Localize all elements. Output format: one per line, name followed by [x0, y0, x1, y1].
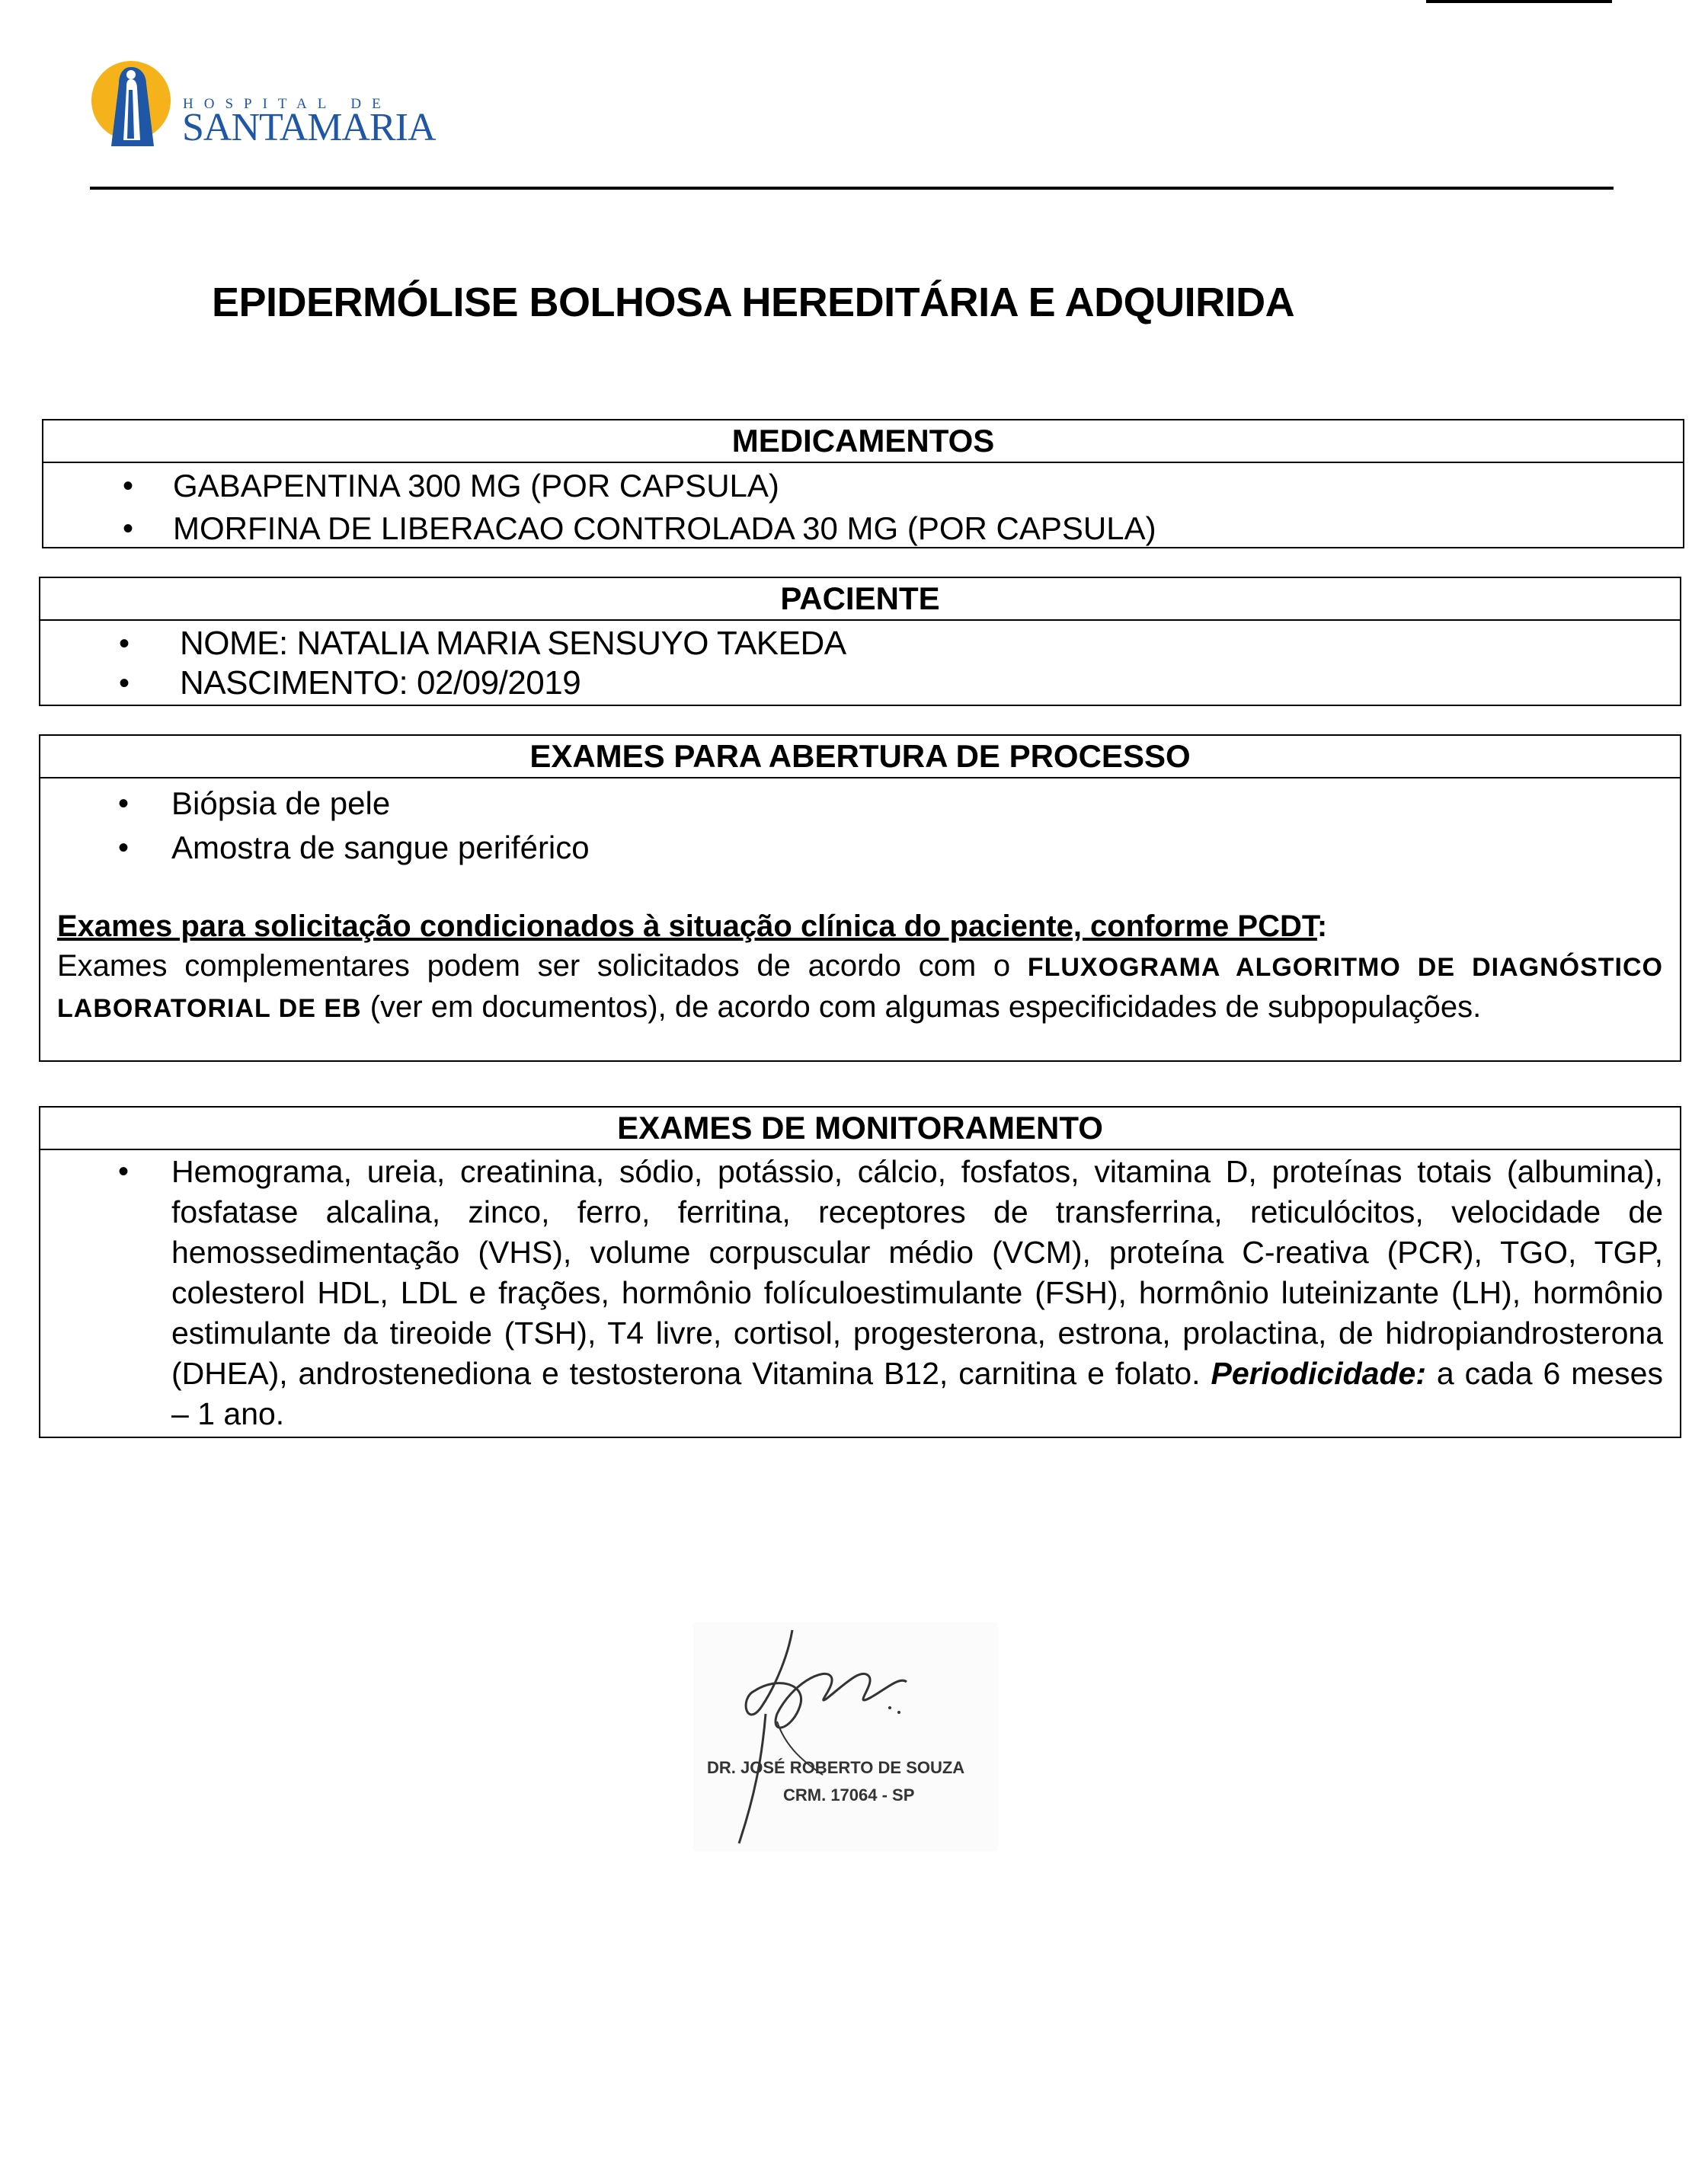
header-rule — [90, 187, 1614, 190]
logo-name: SANTAMARIA — [182, 106, 436, 149]
list-item: • Biópsia de pele — [118, 785, 391, 821]
patient-list — [40, 621, 1680, 703]
document-title: EPIDERMÓLISE BOLHOSA HEREDITÁRIA E ADQUIRIDA — [212, 280, 1295, 325]
logo-subtitle: HOSPITAL DE — [183, 96, 392, 112]
hospital-logo — [88, 56, 436, 155]
signer-name: DR. JOSÉ ROBERTO DE SOUZA — [707, 1758, 965, 1777]
opening-exams-list — [40, 778, 1680, 870]
list-item: • Hemograma, ureia, creatinina, sódio, potássio, cálcio, fosfatos, vitamina D, proteínas totais (albumina), fosfatase alcalina, zinco, ferro, ferritina, receptores de transferrina, reticulócitos, velocidade de hemossedimentação (VHS), volume corpuscular médio (VCM), proteína C-reativa (PCR), TGO, TGP, colesterol HDL, LDL e frações, hormônio folículoestimulante (FSH), hormônio luteinizante (LH), hormônio estimulante da tireoide (TSH), T4 livre, cortisol, progesterona, estrona, prolactina, de hidropiandrosterona (DHEA), androstenediona e testosterona Vitamina B12, carnitina e folato. Periodicidade: a cada 6 meses – 1 ano. — [118, 1154, 1663, 1431]
top-corner-line — [1426, 0, 1612, 3]
opening-exams-box — [39, 734, 1681, 1062]
periodicity-value: a cada 6 meses – 1 ano. — [171, 1356, 1663, 1431]
conditional-exams-heading: Exames para solicitação condicionados à situação clínica do paciente, conforme PCDT — [57, 909, 1317, 943]
patient-heading: PACIENTE — [40, 578, 1680, 621]
patient-box — [39, 577, 1681, 706]
signature-stamp — [693, 1622, 998, 1851]
monitoring-exams-box — [39, 1106, 1681, 1438]
monitoring-exams-list — [40, 1150, 1680, 1434]
list-item: • NOME: NATALIA MARIA SENSUYO TAKEDA — [119, 625, 846, 662]
periodicity-label: Periodicidade: — [1211, 1356, 1426, 1391]
medications-list — [43, 463, 1683, 550]
list-item: • NASCIMENTO: 02/09/2019 — [119, 664, 581, 702]
signer-crm: CRM. 17064 - SP — [783, 1785, 915, 1805]
conditional-exams-paragraph: Exames para solicitação condicionados à situação clínica do paciente, conforme PCDT: Exames complementares podem ser solicitados de acordo com o FLUXOGRAMA ALGORITMO DE DIAGNÓSTICO LABORATORIAL DE EB (ver em documentos), de acordo com algumas especificidades de subpopulações. — [57, 909, 1663, 1024]
list-item: • Amostra de sangue periférico — [118, 830, 590, 865]
medications-box — [42, 419, 1684, 548]
saint-figure-icon — [88, 56, 180, 155]
opening-exams-heading: EXAMES PARA ABERTURA DE PROCESSO — [40, 736, 1680, 778]
flowchart-reference: FLUXOGRAMA ALGORITMO DE DIAGNÓSTICO LABORATORIAL DE EB — [57, 953, 1663, 1023]
monitoring-exams-heading: EXAMES DE MONITORAMENTO — [40, 1108, 1680, 1150]
medications-heading: MEDICAMENTOS — [43, 420, 1683, 463]
list-item: • GABAPENTINA 300 MG (POR CAPSULA) — [123, 468, 779, 503]
handwritten-signature-icon — [693, 1622, 998, 1851]
list-item: • MORFINA DE LIBERACAO CONTROLADA 30 MG (POR CAPSULA) — [123, 510, 1156, 546]
